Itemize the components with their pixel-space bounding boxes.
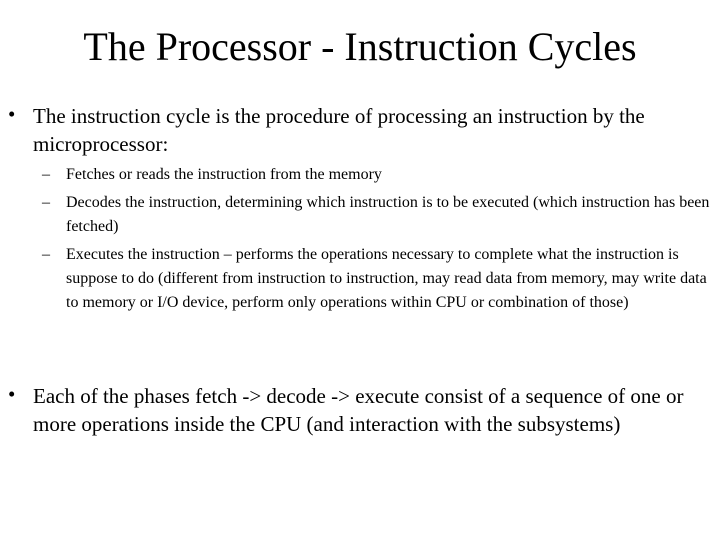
- bullet-marker: •: [8, 102, 16, 126]
- bullet-marker: •: [8, 382, 16, 406]
- dash-marker: –: [42, 166, 50, 183]
- sub-bullet-text: Decodes the instruction, determining which instruction is to be executed (which instruction has been fetched): [66, 194, 710, 235]
- dash-marker: –: [42, 246, 50, 263]
- sub-bullet-text: Fetches or reads the instruction from the memory: [66, 166, 382, 183]
- dash-marker: –: [42, 194, 50, 211]
- bullet-text: Each of the phases fetch -> decode -> execute consist of a sequence of one or more operations inside the CPU (and interaction with the subsystems): [33, 384, 684, 436]
- sub-bullet-text: Executes the instruction – performs the operations necessary to complete what the instruction is suppose to do (different from instruction to instruction, may read data from memory, may write data to memory or I/O device, perform only operations within CPU or combination of those): [66, 246, 707, 311]
- slide-title: The Processor - Instruction Cycles: [83, 24, 637, 69]
- bullet-text: The instruction cycle is the procedure of processing an instruction by the microprocessor:: [33, 104, 645, 156]
